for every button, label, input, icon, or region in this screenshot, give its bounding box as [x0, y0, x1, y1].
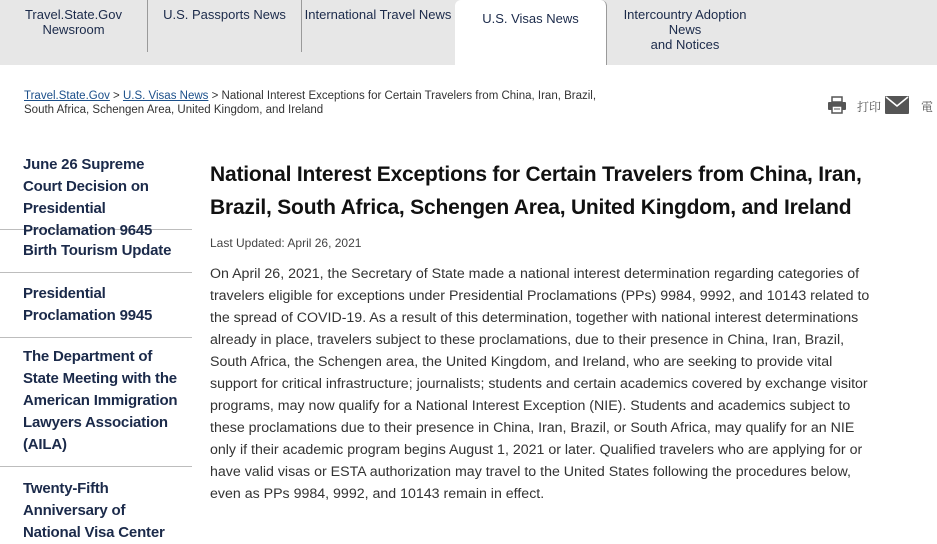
sidebar-item-aila-meeting[interactable]: The Department of State Meeting with the American Immigration Lawyers Association (AILA) [0, 338, 192, 467]
page-title: National Interest Exceptions for Certain Travelers from China, Iran, Brazil, South Africa, Schengen Area, United Kingdom, and Ireland [210, 163, 862, 219]
sidebar-item-birth-tourism[interactable]: Birth Tourism Update [0, 230, 192, 273]
tab-travel-state-gov-newsroom[interactable]: Travel.State.Gov Newsroom [0, 0, 148, 52]
breadcrumb-separator: > [208, 90, 222, 102]
sidebar-item-proclamation-9945[interactable]: Presidential Proclamation 9945 [0, 273, 192, 338]
tab-intercountry-adoption-news[interactable]: Intercountry Adoption News and Notices [623, 7, 747, 52]
tab-international-travel-news[interactable]: International Travel News [304, 7, 452, 22]
news-tab-bar [0, 0, 937, 65]
page-utilities [825, 94, 937, 118]
sidebar-item-nvc-anniversary[interactable]: Twenty-Fifth Anniversary of National Visa Center [23, 480, 165, 541]
envelope-icon[interactable] [885, 96, 909, 114]
breadcrumb-separator: > [109, 90, 123, 102]
sidebar-nav [0, 148, 192, 541]
last-updated: Last Updated: April 26, 2021 [210, 236, 362, 250]
tab-us-passports-news[interactable]: U.S. Passports News [148, 0, 302, 52]
article-body: On April 26, 2021, the Secretary of State made a national interest determination regarding categories of travelers eligible for exceptions under Presidential Proclamations (PPs) 9984, 9992, and 10143 related to the spread of COVID-19. As a result of this determination, together with national interest determinations already in place, travelers subject to these proclamations, due to their presence in China, Iran, Brazil, South Africa, the Schengen area, the United Kingdom, and Ireland, who are seeking to provide vital support for critical infrastructure; journalists; students and certain academics covered by exchange visitor programs, may now qualify for a National Interest Exception (NIE). Students and academics subject to these proclamations due to their presence in China, Iran, Brazil, or South Africa, may qualify for an NIE only if their academic program begins August 1, 2021 or later. Qualified travelers who are applying for or have valid visas or ESTA authorization may travel to the United States following the procedures below, even as PPs 9984, 9992, and 10143 remain in effect. [210, 266, 870, 502]
printer-icon[interactable] [827, 96, 847, 114]
print-label[interactable]: 打印 [857, 100, 882, 114]
breadcrumb-current: National Interest Exceptions for Certain Travelers from China, Iran, Brazil, South Africa, Schengen Area, United Kingdom, and Ireland [24, 90, 597, 116]
breadcrumb [24, 89, 604, 117]
sidebar-item-supreme-court-decision[interactable]: June 26 Supreme Court Decision on Presidential Proclamation 9645 [0, 148, 192, 230]
tab-us-visas-news[interactable]: U.S. Visas News [455, 0, 607, 65]
email-label[interactable]: 電 [921, 100, 934, 114]
article [210, 158, 875, 519]
breadcrumb-link-home[interactable]: Travel.State.Gov [24, 90, 110, 102]
breadcrumb-link-visas-news[interactable]: U.S. Visas News [122, 90, 209, 102]
